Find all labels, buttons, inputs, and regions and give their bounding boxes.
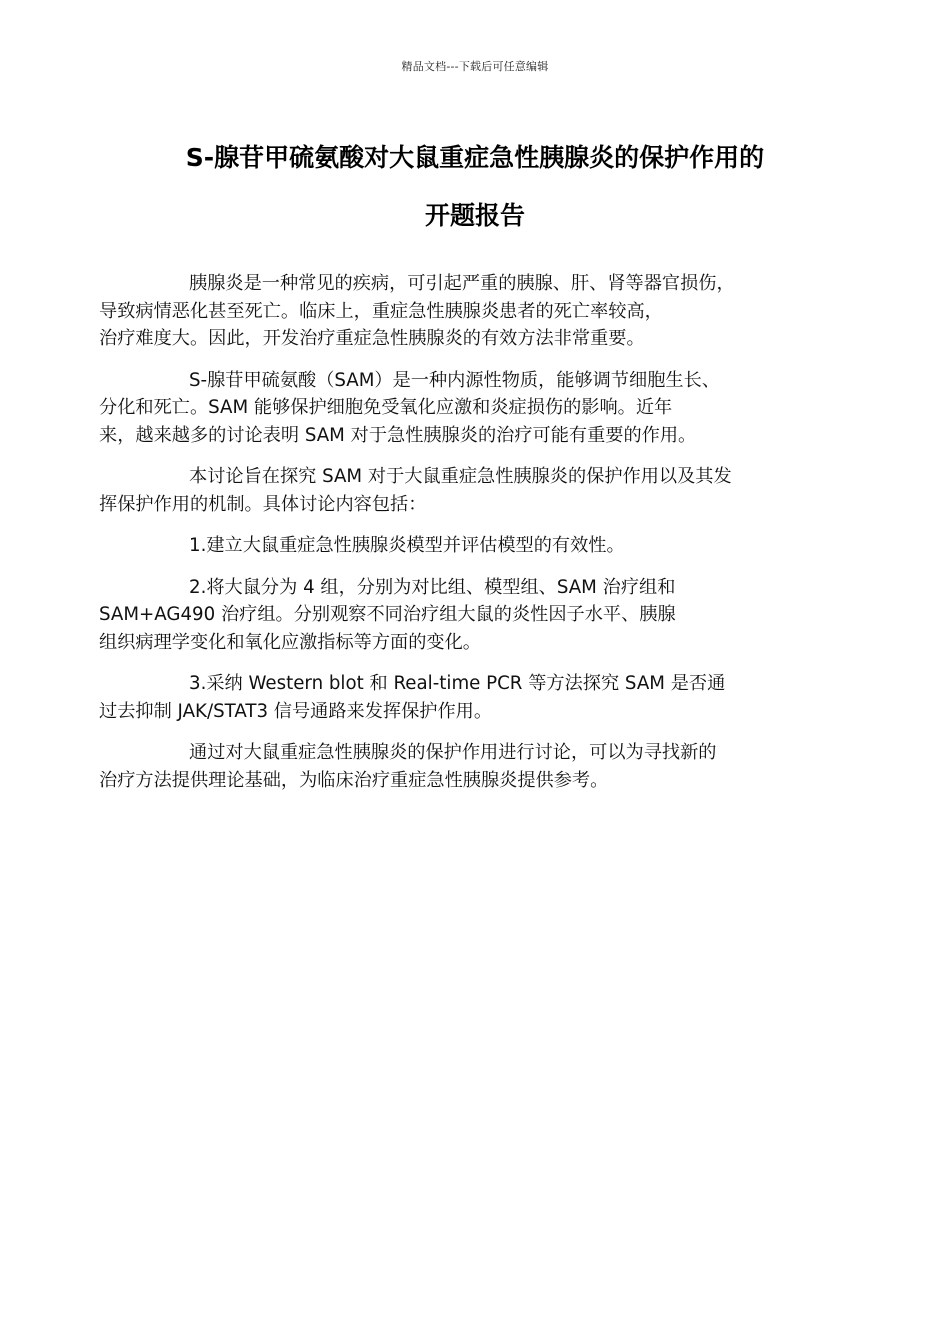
paragraph-5: [99, 574, 814, 657]
document-title-line-1: S-腺苷甲硫氨酸对大鼠重症急性胰腺炎的保护作用的: [185, 143, 765, 172]
paragraph-3: [99, 463, 814, 518]
paragraph-line: 挥保护作用的机制。具体讨论内容包括：: [99, 493, 427, 515]
paragraph-line: 组织病理学变化和氧化应激指标等方面的变化。: [99, 631, 481, 653]
paragraph-2: [99, 367, 814, 450]
paragraph-1: [99, 270, 814, 353]
paragraph-line: 导致病情恶化甚至死亡。临床上，重症急性胰腺炎患者的死亡率较高，: [99, 300, 663, 322]
paragraph-line: 来，越来越多的讨论表明 SAM 对于急性胰腺炎的治疗可能有重要的作用。: [99, 424, 697, 446]
paragraph-line: 治疗方法提供理论基础，为临床治疗重症急性胰腺炎提供参考。: [99, 769, 609, 791]
header-note: 精品文档---下载后可任意编辑: [401, 60, 549, 73]
paragraph-4: [144, 532, 814, 560]
paragraph-line: 2.将大鼠分为 4 组，分别为对比组、模型组、SAM 治疗组和: [189, 576, 676, 598]
paragraph-6: [99, 670, 814, 725]
paragraph-line: 3.采纳 Western blot 和 Real-time PCR 等方法探究 SAM 是否通: [189, 673, 726, 694]
paragraph-line: 本讨论旨在探究 SAM 对于大鼠重症急性胰腺炎的保护作用以及其发: [189, 466, 732, 487]
paragraph-7: [99, 739, 814, 794]
paragraph-line: SAM+AG490 治疗组。分别观察不同治疗组大鼠的炎性因子水平、胰腺: [99, 604, 676, 625]
paragraph-line: 1.建立大鼠重症急性胰腺炎模型并评估模型的有效性。: [189, 535, 625, 556]
document-body: [99, 270, 814, 808]
paragraph-line: 分化和死亡。SAM 能够保护细胞免受氧化应激和炎症损伤的影响。近年: [99, 397, 673, 418]
paragraph-line: 通过对大鼠重症急性胰腺炎的保护作用进行讨论，可以为寻找新的: [189, 742, 717, 763]
paragraph-line: S-腺苷甲硫氨酸（SAM）是一种内源性物质，能够调节细胞生长、: [189, 369, 720, 391]
paragraph-line: 治疗难度大。因此，开发治疗重症急性胰腺炎的有效方法非常重要。: [99, 328, 645, 349]
paragraph-line: 过去抑制 JAK/STAT3 信号通路来发挥保护作用。: [99, 700, 493, 722]
document-title-line-2: 开题报告: [424, 201, 525, 230]
paragraph-line: 胰腺炎是一种常见的疾病，可引起严重的胰腺、肝、肾等器官损伤，: [189, 273, 735, 294]
